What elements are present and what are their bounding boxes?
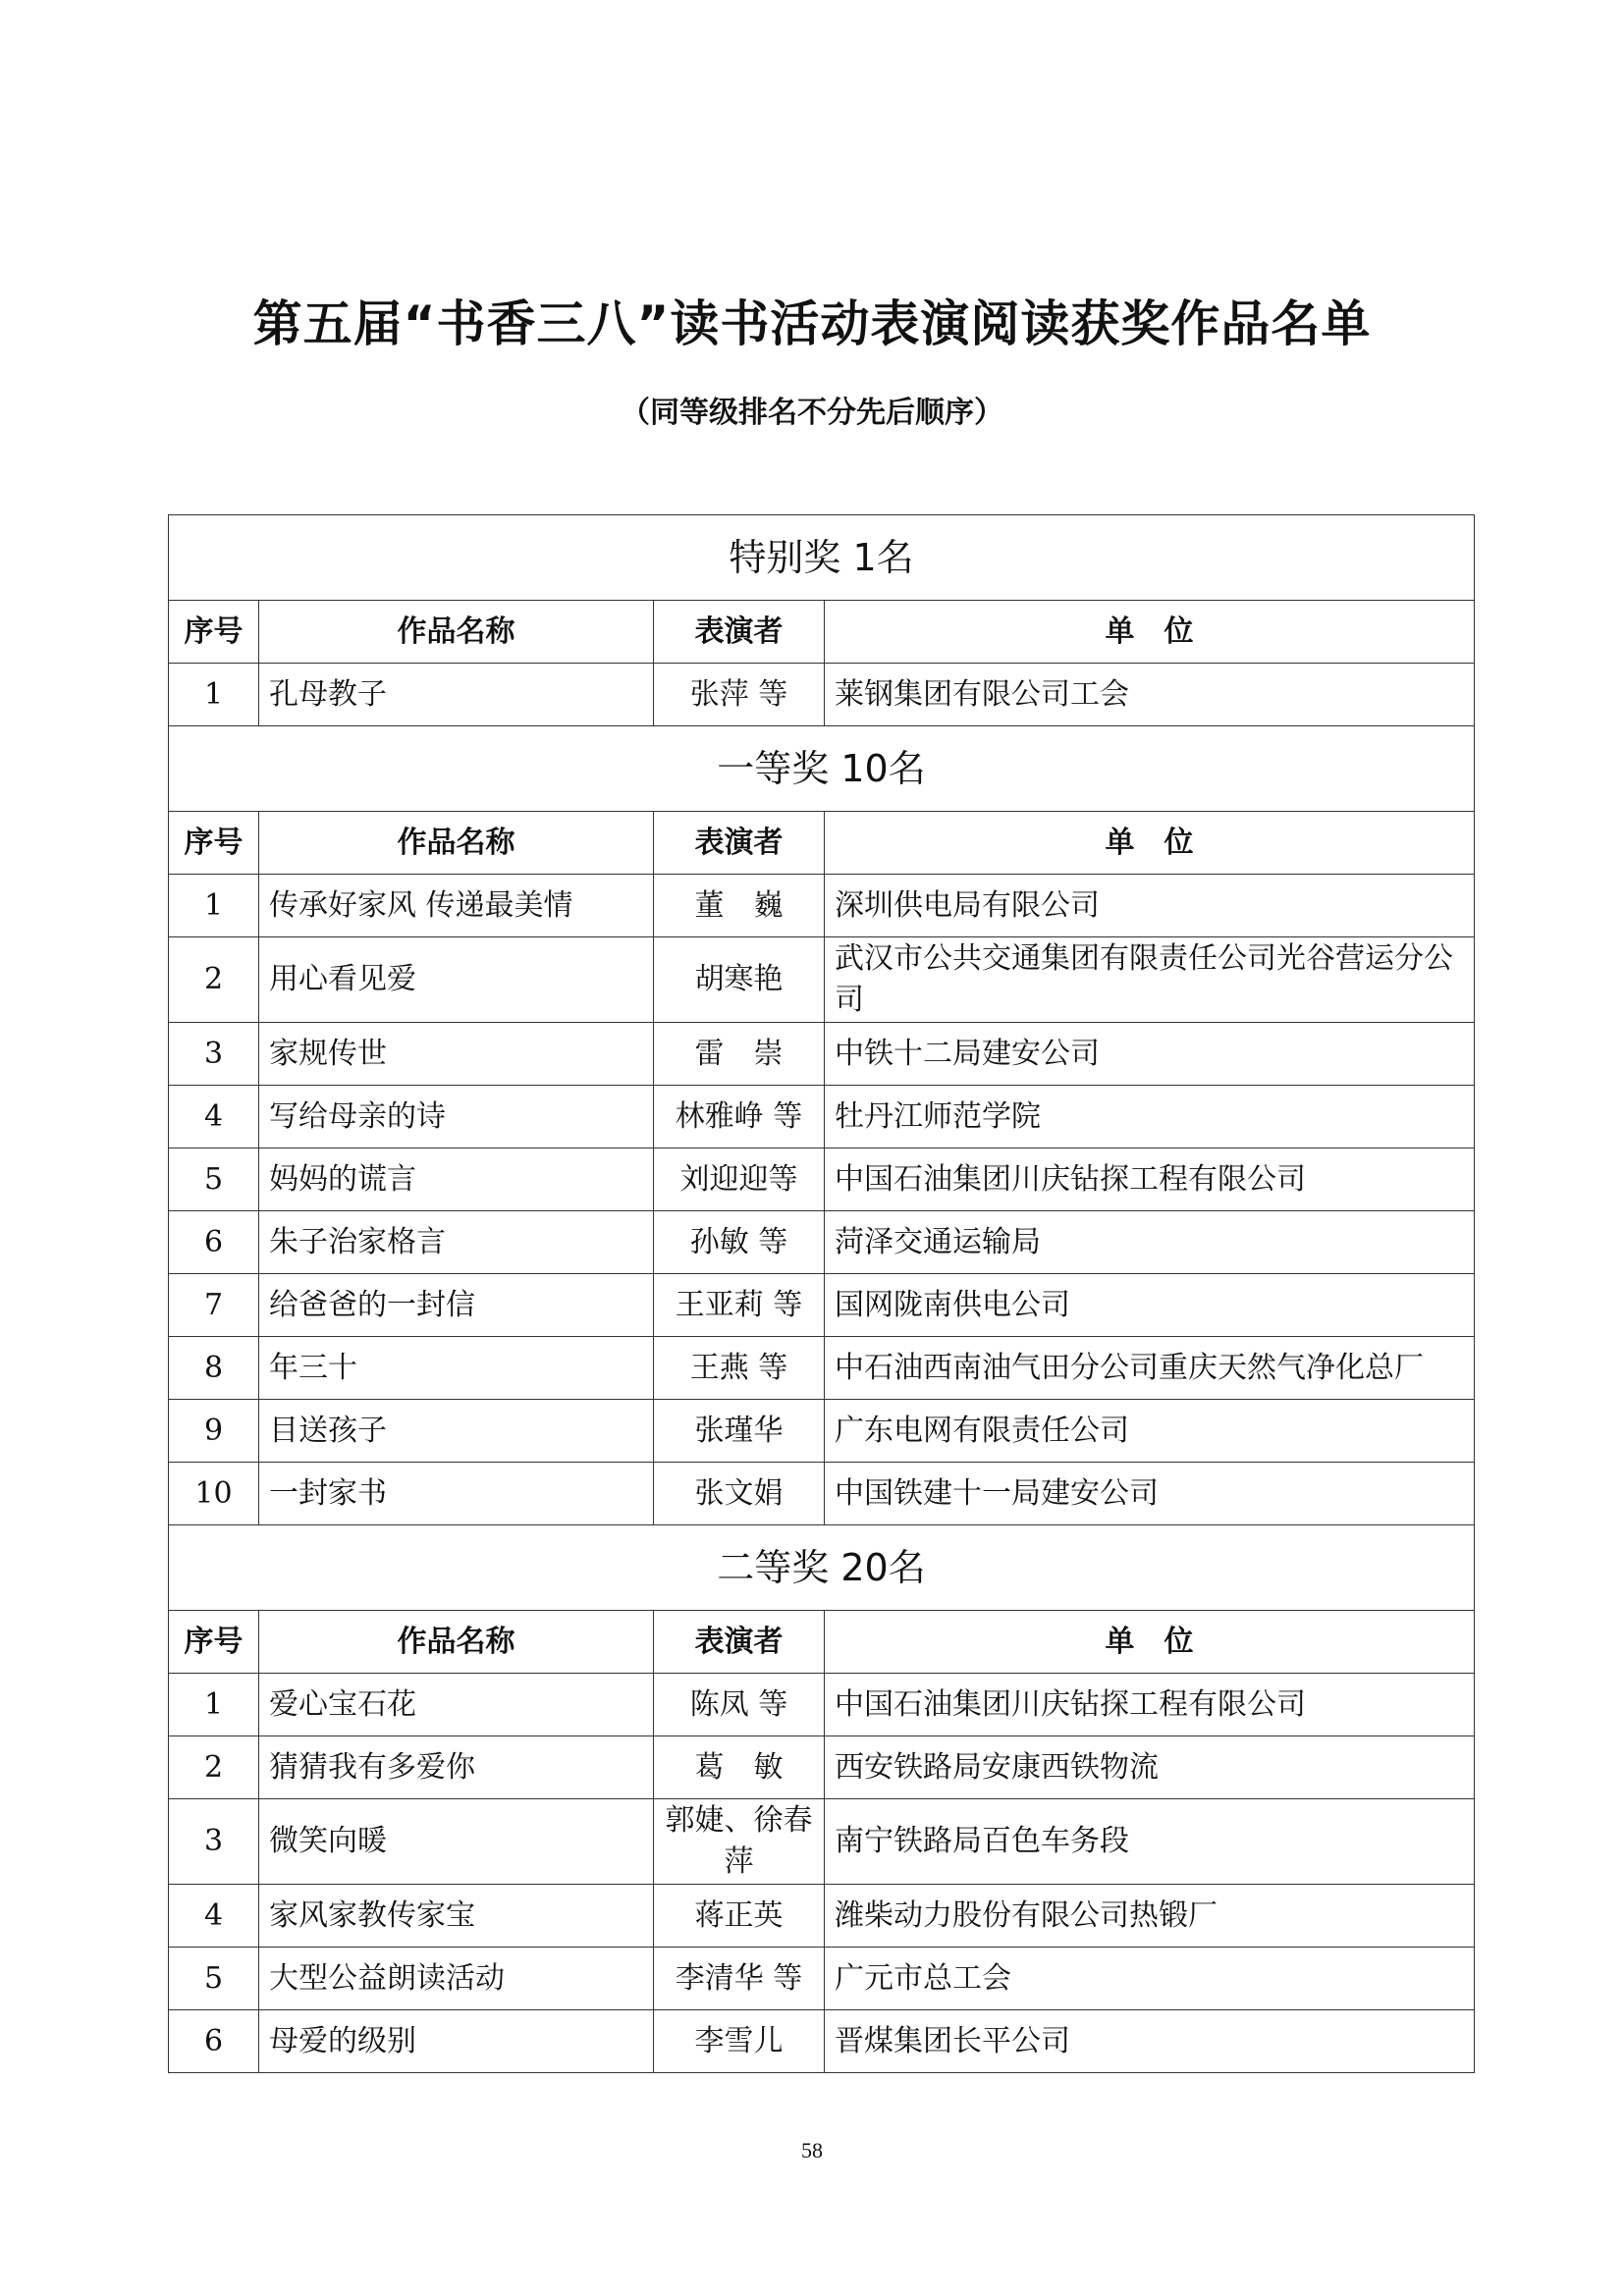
work-title: 目送孩子: [259, 1400, 654, 1463]
unit-name: 中国石油集团川庆钻探工程有限公司: [825, 1674, 1475, 1736]
work-title: 爱心宝石花: [259, 1674, 654, 1736]
table-row: [169, 1274, 1475, 1337]
unit-name: 中石油西南油气田分公司重庆天然气净化总厂: [825, 1337, 1475, 1400]
page-title: 第五届“书香三八”读书活动表演阅读获奖作品名单: [252, 295, 1372, 352]
work-title: 朱子治家格言: [259, 1211, 654, 1274]
table-row: [169, 875, 1475, 937]
award-section-heading: 一等奖 10名: [169, 726, 1475, 812]
row-number: 9: [169, 1400, 259, 1463]
award-section-heading: 特别奖 1名: [169, 515, 1475, 601]
work-title: 给爸爸的一封信: [259, 1274, 654, 1337]
unit-name: 菏泽交通运输局: [825, 1211, 1475, 1274]
awards-table: [168, 514, 1475, 2073]
performer-name: 王亚莉 等: [654, 1274, 825, 1337]
work-title: 用心看见爱: [259, 937, 654, 1023]
page-number: 58: [801, 2138, 823, 2163]
performer-name: 葛 敏: [654, 1736, 825, 1799]
row-number: 7: [169, 1274, 259, 1337]
row-number: 6: [169, 1211, 259, 1274]
unit-name: 国网陇南供电公司: [825, 1274, 1475, 1337]
award-section-heading-row: [169, 1525, 1475, 1611]
page-subtitle: （同等级排名不分先后顺序）: [621, 396, 1003, 430]
award-section-heading-row: [169, 515, 1475, 601]
unit-name: 中国石油集团川庆钻探工程有限公司: [825, 1148, 1475, 1211]
performer-name: 张文娟: [654, 1463, 825, 1525]
performer-name: 张瑾华: [654, 1400, 825, 1463]
work-title: 妈妈的谎言: [259, 1148, 654, 1211]
table-row: [169, 1736, 1475, 1799]
table-row: [169, 1400, 1475, 1463]
row-number: 3: [169, 1023, 259, 1086]
awards-table-body: [169, 515, 1475, 2073]
unit-name: 广元市总工会: [825, 1948, 1475, 2010]
table-row: [169, 1674, 1475, 1736]
performer-name: 孙敏 等: [654, 1211, 825, 1274]
work-title: 微笑向暖: [259, 1799, 654, 1885]
table-header-row: [169, 1611, 1475, 1674]
work-title: 家规传世: [259, 1023, 654, 1086]
work-title: 大型公益朗读活动: [259, 1948, 654, 2010]
work-title: 年三十: [259, 1337, 654, 1400]
performer-name: 王燕 等: [654, 1337, 825, 1400]
unit-name: 牡丹江师范学院: [825, 1086, 1475, 1148]
header-performer: 表演者: [654, 812, 825, 875]
table-row: [169, 1211, 1475, 1274]
table-row: [169, 1337, 1475, 1400]
performer-name: 陈凤 等: [654, 1674, 825, 1736]
table-row: [169, 1885, 1475, 1948]
header-unit: 单 位: [825, 1611, 1475, 1674]
header-work: 作品名称: [259, 601, 654, 664]
work-title: 孔母教子: [259, 664, 654, 726]
performer-name: 蒋正英: [654, 1885, 825, 1948]
row-number: 2: [169, 937, 259, 1023]
row-number: 1: [169, 1674, 259, 1736]
header-work: 作品名称: [259, 1611, 654, 1674]
row-number: 6: [169, 2010, 259, 2073]
row-number: 2: [169, 1736, 259, 1799]
table-row: [169, 1086, 1475, 1148]
unit-name: 中铁十二局建安公司: [825, 1023, 1475, 1086]
row-number: 10: [169, 1463, 259, 1525]
performer-name: 董 巍: [654, 875, 825, 937]
work-title: 家风家教传家宝: [259, 1885, 654, 1948]
work-title: 传承好家风 传递最美情: [259, 875, 654, 937]
header-no: 序号: [169, 601, 259, 664]
performer-name: 刘迎迎等: [654, 1148, 825, 1211]
performer-name: 雷 崇: [654, 1023, 825, 1086]
unit-name: 西安铁路局安康西铁物流: [825, 1736, 1475, 1799]
table-row: [169, 1463, 1475, 1525]
award-section-heading: 二等奖 20名: [169, 1525, 1475, 1611]
header-unit: 单 位: [825, 601, 1475, 664]
table-row: [169, 1148, 1475, 1211]
performer-name: 李清华 等: [654, 1948, 825, 2010]
work-title: 母爱的级别: [259, 2010, 654, 2073]
performer-name: 张萍 等: [654, 664, 825, 726]
unit-name: 南宁铁路局百色车务段: [825, 1799, 1475, 1885]
work-title: 猜猜我有多爱你: [259, 1736, 654, 1799]
table-row: [169, 1023, 1475, 1086]
row-number: 3: [169, 1799, 259, 1885]
header-unit: 单 位: [825, 812, 1475, 875]
row-number: 5: [169, 1148, 259, 1211]
performer-name: 郭婕、徐春萍: [654, 1799, 825, 1885]
table-header-row: [169, 601, 1475, 664]
row-number: 4: [169, 1086, 259, 1148]
performer-name: 林雅峥 等: [654, 1086, 825, 1148]
row-number: 1: [169, 664, 259, 726]
unit-name: 深圳供电局有限公司: [825, 875, 1475, 937]
work-title: 一封家书: [259, 1463, 654, 1525]
table-row: [169, 937, 1475, 1023]
unit-name: 晋煤集团长平公司: [825, 2010, 1475, 2073]
work-title: 写给母亲的诗: [259, 1086, 654, 1148]
unit-name: 潍柴动力股份有限公司热锻厂: [825, 1885, 1475, 1948]
unit-name: 广东电网有限责任公司: [825, 1400, 1475, 1463]
header-performer: 表演者: [654, 1611, 825, 1674]
unit-name: 莱钢集团有限公司工会: [825, 664, 1475, 726]
unit-name: 中国铁建十一局建安公司: [825, 1463, 1475, 1525]
row-number: 1: [169, 875, 259, 937]
unit-name: 武汉市公共交通集团有限责任公司光谷营运分公司: [825, 937, 1475, 1023]
table-row: [169, 1799, 1475, 1885]
award-section-heading-row: [169, 726, 1475, 812]
performer-name: 李雪儿: [654, 2010, 825, 2073]
table-header-row: [169, 812, 1475, 875]
header-no: 序号: [169, 1611, 259, 1674]
row-number: 4: [169, 1885, 259, 1948]
row-number: 5: [169, 1948, 259, 2010]
table-row: [169, 664, 1475, 726]
performer-name: 胡寒艳: [654, 937, 825, 1023]
header-performer: 表演者: [654, 601, 825, 664]
table-row: [169, 2010, 1475, 2073]
header-work: 作品名称: [259, 812, 654, 875]
table-row: [169, 1948, 1475, 2010]
row-number: 8: [169, 1337, 259, 1400]
header-no: 序号: [169, 812, 259, 875]
